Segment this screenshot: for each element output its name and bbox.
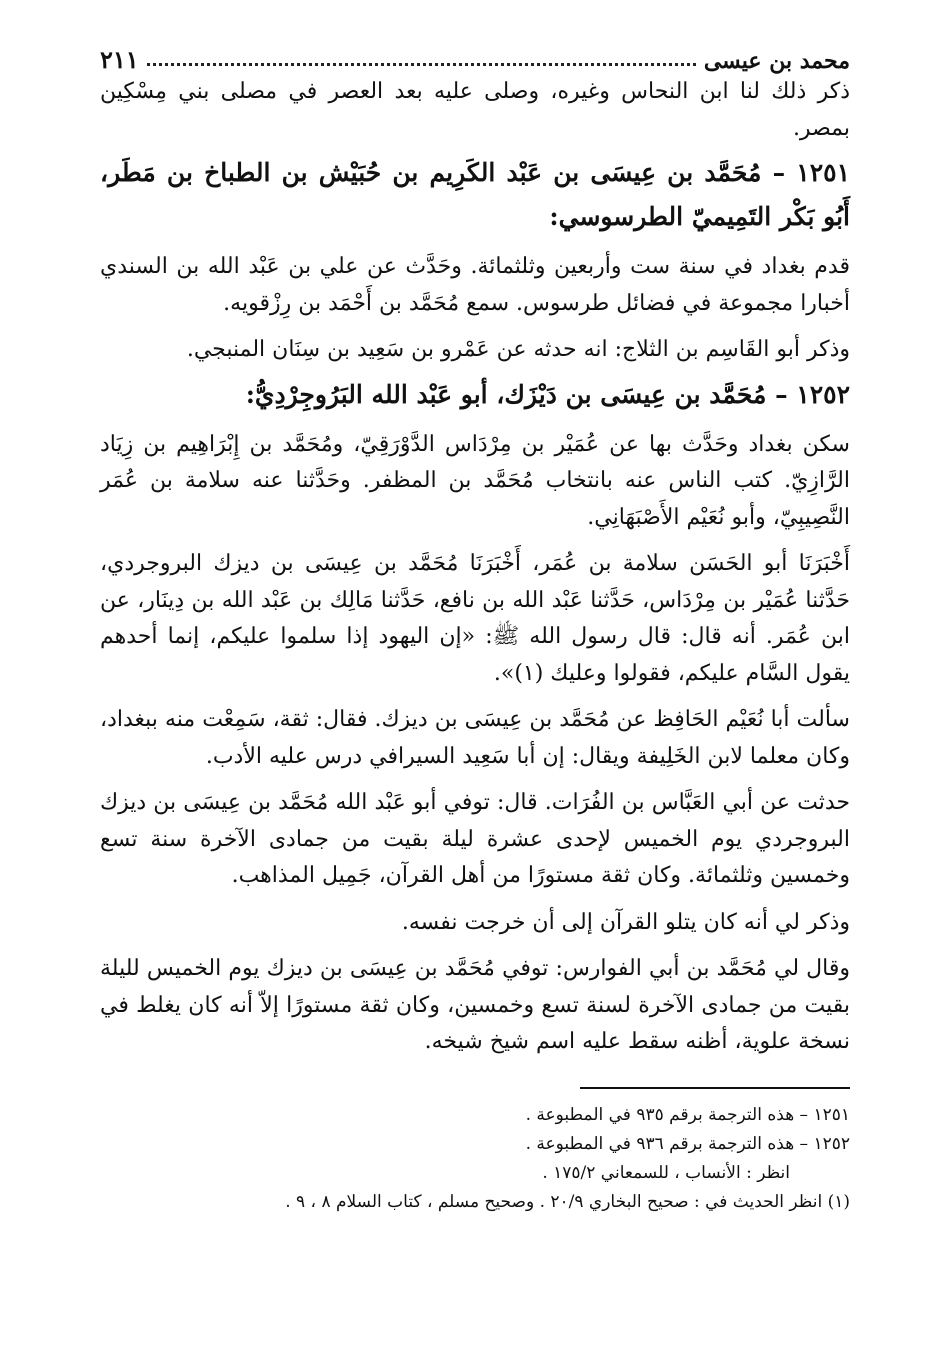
paragraph: حدثت عن أبي العَبَّاس بن الفُرَات. قال: توفي أبو عَبْد الله مُحَمَّد بن عِيسَى بن ديزك البروجردي يوم الخميس لإحدى عشرة ليلة بقيت من جمادى الآخرة سنة تسع وخمسين وثلثمائة. وكان ثقة مستورًا من أهل القرآن، جَمِيل المذاهب. — [100, 790, 850, 888]
footnote: ١٢٥٢ – هذه الترجمة برقم ٩٣٦ في المطبوعة . — [525, 1133, 850, 1154]
page-number: ٢١١ — [100, 45, 139, 74]
footnote: (١) انظر الحديث في : صحيح البخاري ٢٠/٩ . وصحيح مسلم ، كتاب السلام ٨ ، ٩ . — [285, 1191, 850, 1212]
footnote: ١٢٥١ – هذه الترجمة برقم ٩٣٥ في المطبوعة . — [525, 1104, 850, 1125]
footnote: انظر : الأنساب ، للسمعاني ١٧٥/٢ . — [542, 1162, 790, 1183]
paragraph: سكن بغداد وحَدَّث بها عن عُمَيْر بن مِرْدَاس الدَّوْرَقِيّ، ومُحَمَّد بن إِبْرَاهِيم بن زِيَاد الرَّازِيّ. كتب الناس عنه بانتخاب مُحَمَّد بن المظفر. وحَدَّثنا عنه سلامة بن عُمَر النَّصِيبِيّ، وأبو نُعَيْم الأَصْبَهَانِي. — [100, 431, 850, 530]
paragraph-hadith: أَخْبَرَنَا أبو الحَسَن سلامة بن عُمَر، أَخْبَرَنَا مُحَمَّد بن عِيسَى بن ديزك البروجردي، حَدَّثنا عُمَيْر بن مِرْدَاس، حَدَّثنا عَبْد الله بن نافع، حَدَّثنا مَالِك بن عَبْد الله بن دِينَار، عن ابن عُمَر. أنه قال: قال رسول الله ﷺ: «إن اليهود إذا سلموا عليكم، إنما أحدهم يقول السَّام عليكم، فقولوا وعليك (١)». — [100, 551, 850, 686]
running-title: محمد بن عيسى — [703, 48, 850, 74]
paragraph: وقال لي مُحَمَّد بن أبي الفوارس: توفي مُحَمَّد بن عِيسَى بن ديزك يوم الخميس لليلة بقيت من جمادى الآخرة لسنة تسع وخمسين، وكان ثقة مستورًا إلاّ أنه كان يغلط في نسخة علوية، أظنه سقط عليه اسم شيخ شيخه. — [100, 956, 850, 1054]
paragraph: قدم بغداد في سنة ست وأربعين وثلثمائة. وحَدَّث عن علي بن عَبْد الله بن السندي أخبارا مجموعة في فضائل طرسوس. سمع مُحَمَّد بن أَحْمَد بن رِزْقويه. — [100, 254, 850, 316]
footnote-separator — [580, 1087, 850, 1089]
paragraph: وذكر لي أنه كان يتلو القرآن إلى أن خرجت نفسه. — [401, 909, 850, 935]
paragraph: وذكر أبو القَاسِم بن الثلاج: انه حدثه عن عَمْرو بن سَعِيد بن سِنَان المنبجي. — [186, 337, 850, 362]
paragraph-continuation: ذكر ذلك لنا ابن النحاس وغيره، وصلى عليه بعد العصر في مصلى بني مِسْكِين بمصر. — [100, 79, 850, 141]
entry-heading-1251: ١٢٥١ – مُحَمَّد بن عِيسَى بن عَبْد الكَرِيم بن حُبَيْش بن الطباخ بن مَطَر، أَبُو بَكْر التَمِيميّ الطرسوسي: — [100, 158, 850, 231]
running-head — [100, 34, 850, 74]
paragraph: سألت أبا نُعَيْم الحَافِظ عن مُحَمَّد بن عِيسَى بن ديزك. فقال: ثقة، سَمِعْت منه ببغداد، وكان معلما لابن الخَلِيفة ويقال: إن أبا سَعِيد السيرافي درس عليه الأدب. — [100, 707, 850, 769]
entry-heading-1252: ١٢٥٢ – مُحَمَّد بن عِيسَى بن دَيْزَك، أبو عَبْد الله البَرُوجِرْدِيُّ: — [245, 379, 850, 409]
leader-dots — [147, 63, 696, 66]
